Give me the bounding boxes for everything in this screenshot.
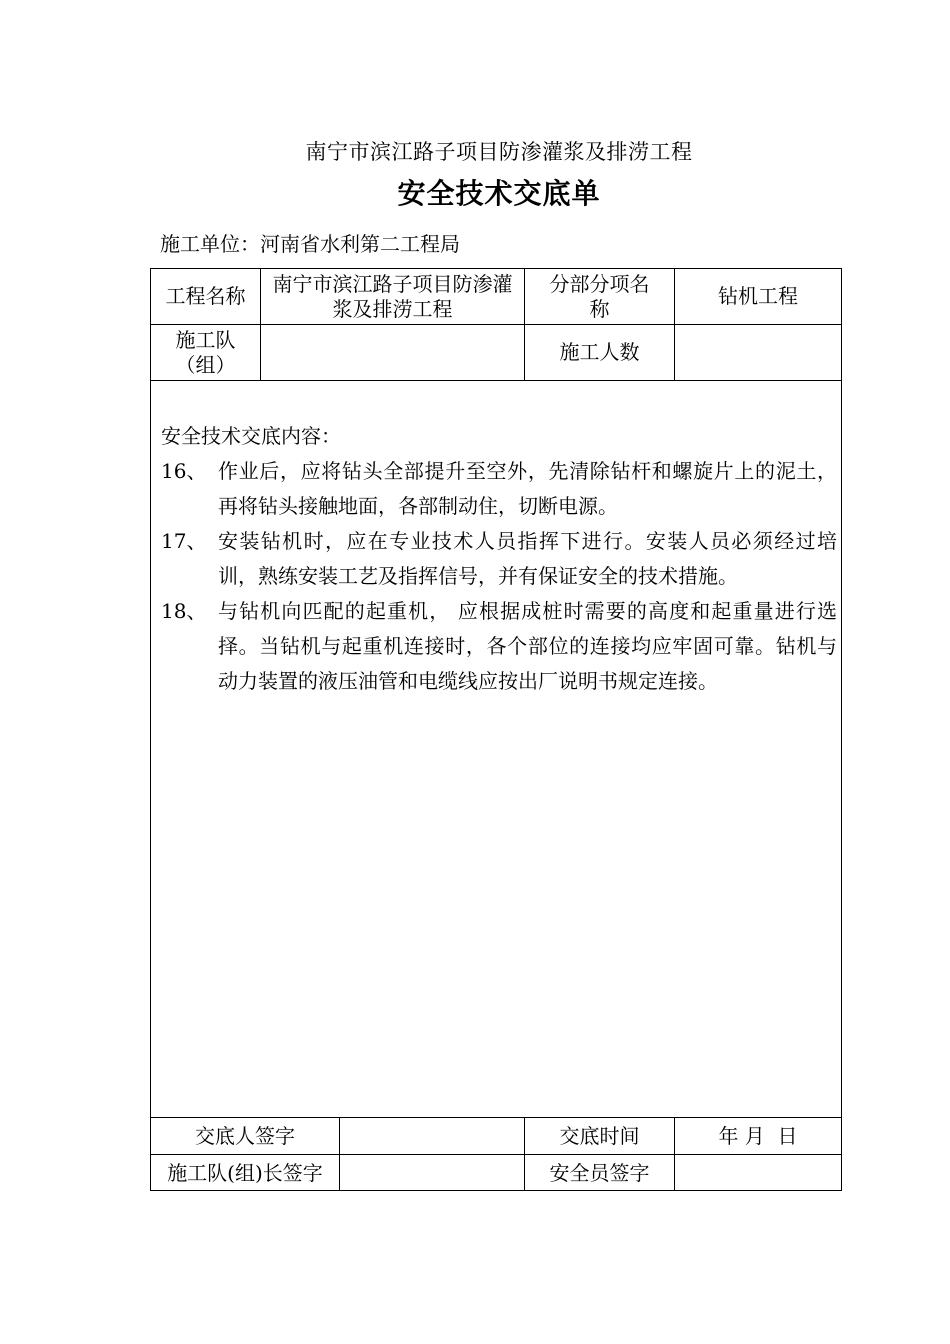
project-name-value: 南宁市滨江路子项目防渗灌浆及排涝工程 xyxy=(272,271,513,321)
team-leader-value xyxy=(340,1155,524,1191)
safety-officer-value xyxy=(675,1155,841,1191)
item-number: 16、 xyxy=(161,459,207,483)
team-value xyxy=(261,325,524,380)
project-name-label: 工程名称 xyxy=(165,284,246,308)
construction-unit-line xyxy=(160,228,460,257)
team-leader-label: 施工队(组)长签字 xyxy=(167,1160,323,1185)
item-text: 作业后，应将钻头全部提升至空外，先清除钻杆和螺旋片上的泥土，再将钻头接触地面，各部制动住，切断电源。 xyxy=(218,459,837,518)
worker-count-value xyxy=(675,325,841,380)
signer-value xyxy=(340,1118,524,1154)
signer-label: 交底人签字 xyxy=(195,1123,295,1148)
safety-officer-label: 安全员签字 xyxy=(549,1160,650,1185)
sub-project-label: 分部分项名称 xyxy=(549,271,650,321)
team-label: 施工队（组） xyxy=(175,327,236,377)
item-number: 17、 xyxy=(161,529,207,553)
date-label: 交底时间 xyxy=(559,1123,640,1148)
item-number: 18、 xyxy=(161,599,207,623)
row-divider xyxy=(151,380,841,381)
item-text: 与钻机向匹配的起重机， 应根据成桩时需要的高度和起重量进行选择。当钻机与起重机连接时，各个部位的连接均应牢固可靠。钻机与动力装置的液压油管和电缆线应按出厂说明书规定连接。 xyxy=(218,599,837,693)
list-item xyxy=(161,524,837,594)
construction-unit-label: 施工单位： xyxy=(160,232,260,256)
item-text: 安装钻机时，应在专业技术人员指挥下进行。安装人员必须经过培训，熟练安装工艺及指挥信号，并有保证安全的技术措施。 xyxy=(218,529,837,588)
date-value: 年 月 日 xyxy=(718,1123,798,1148)
content-heading: 安全技术交底内容： xyxy=(161,424,341,448)
briefing-content xyxy=(161,418,837,699)
sub-project-value: 钻机工程 xyxy=(718,284,798,308)
document-title: 安全技术交底单 xyxy=(397,177,601,210)
document-subtitle: 南宁市滨江路子项目防渗灌浆及排涝工程 xyxy=(305,140,693,164)
list-item xyxy=(161,594,837,699)
list-item xyxy=(161,454,837,524)
construction-unit-value: 河南省水利第二工程局 xyxy=(260,232,460,256)
safety-briefing-form xyxy=(150,268,842,1191)
worker-count-label: 施工人数 xyxy=(559,340,640,364)
